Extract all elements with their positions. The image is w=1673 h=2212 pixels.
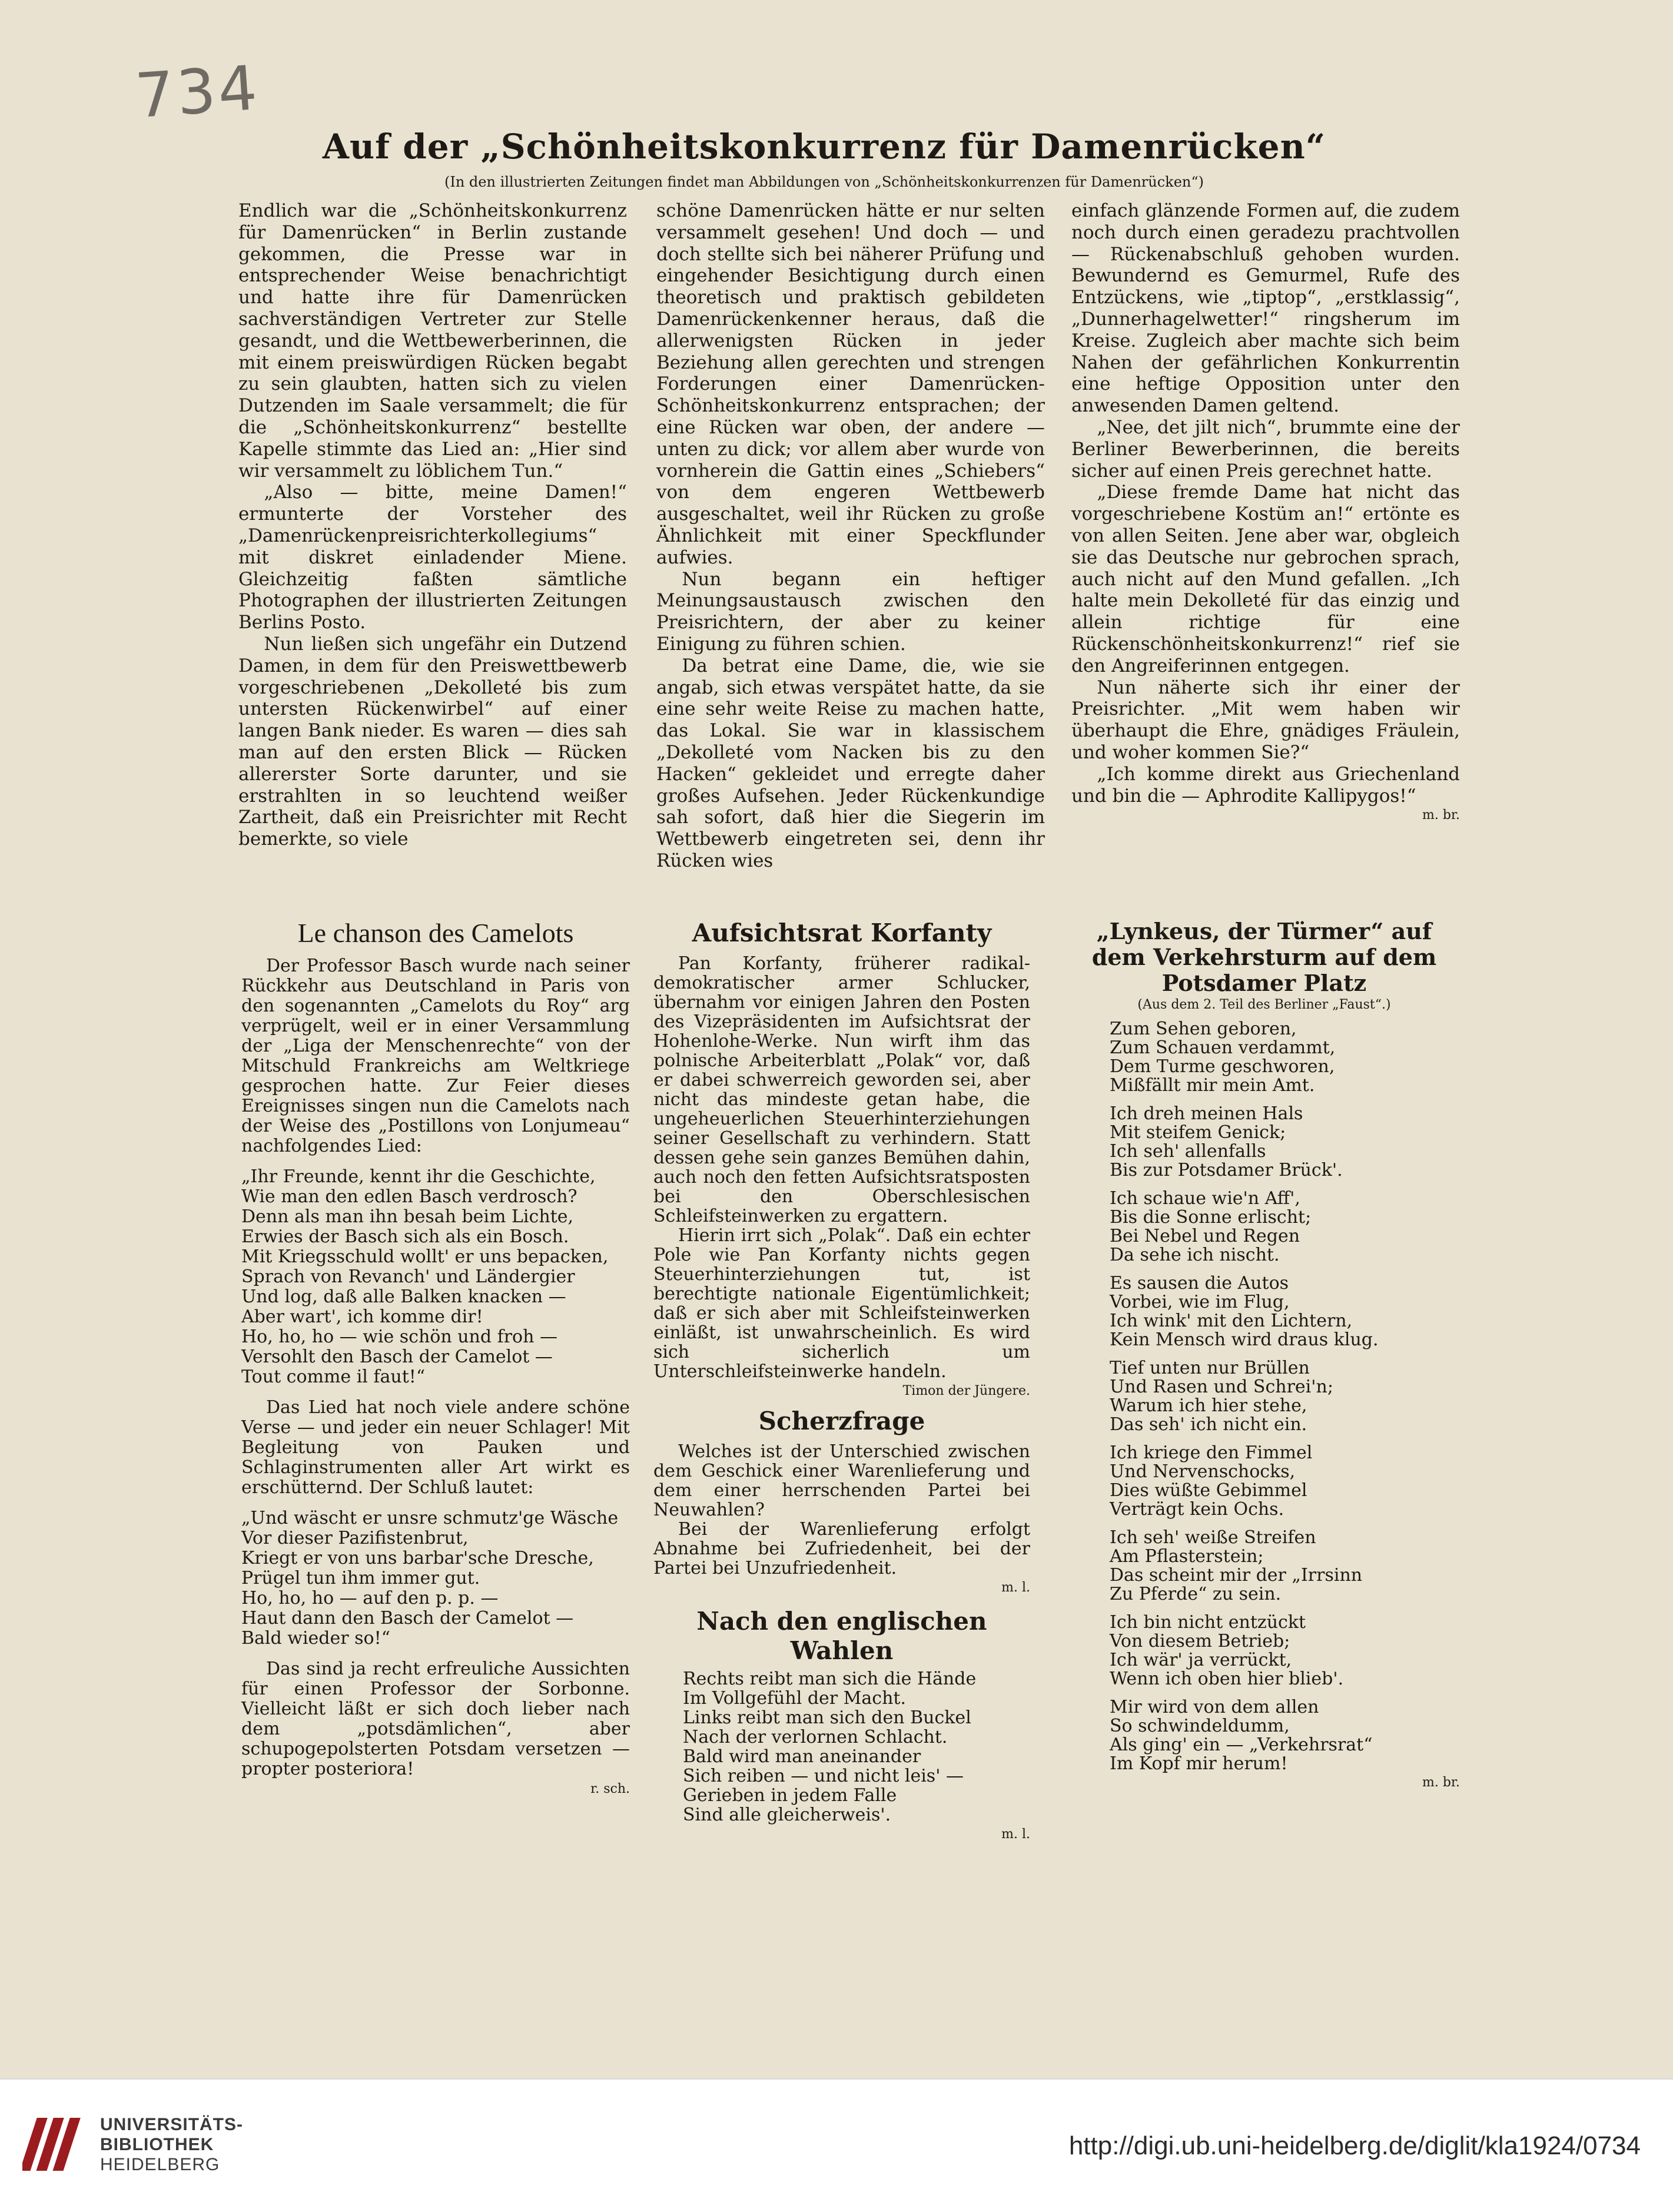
verse-line: Versohlt den Basch der Camelot — [241,1347,553,1367]
verse-line: Im Vollgefühl der Macht. [683,1688,906,1709]
verse-line: Verträgt kein Ochs. [1110,1499,1284,1520]
chanson-title: Le chanson des Camelots [297,918,574,948]
middle-lower-column [653,918,1030,1844]
verse-line: Tout comme il faut!“ [241,1367,426,1387]
verse-line: Mißfällt mir mein Amt. [1110,1075,1315,1096]
verse-line: Kriegt er von uns barbar'sche Dresche, [241,1548,594,1568]
paragraph: „Diese fremde Dame hat nicht das vorgeschriebene Kostüm an!“ ertönte es von allen Seiten. Jene aber war, obgleich sie das Deutsche nur gebrochen sprach, auch nicht auf den Mund gefallen. „Ich halte mein Dekolleté für das einzig und allein richtige für eine Rückenschönheitskonkurrenz!“ rief sie den Angreiferinnen entgegen. [1071,482,1460,676]
paragraph: Bei der Warenlieferung erfolgt Abnahme bei Zufriedenheit, bei der Partei bei Unzufriedenheit. [653,1519,1030,1578]
paragraph: Welches ist der Unterschied zwischen dem Geschick einer Warenlieferung und dem einer herrschenden Partei bei Neuwahlen? [653,1441,1030,1520]
lynkeus-stanza [1110,1359,1460,1434]
paragraph: Pan Korfanty, früherer radikal-demokratischer armer Schlucker, übernahm vor einigen Jahren den Posten des Vizepräsidenten im Aufsichtsrat der Hohenlohe-Werke. Nun wirft ihm das polnische Arbeiterblatt „Polak“ vor, daß er dabei schwerreich geworden sei, aber nicht das mindeste getan habe, die ungeheuerlichen Steuerhinterziehungen seiner Gesellschaft zu verhindern. Statt dessen gehe sein ganzes Bemühen dahin, auch noch den fetten Aufsichtsratsposten bei den Oberschlesischen Schleifsteinwerken zu ergattern. [653,953,1030,1226]
paragraph: schöne Damenrücken hätte er nur selten versammelt gesehen! Und doch — und doch stellte sich bei näherer Prüfung und eingehender Besichtigung durch einen theoretisch und praktisch gebildeten Damenrückenkenner heraus, daß die allerwenigsten Rücken in jeder Beziehung allen gerechten und strengen Forderungen einer Damenrücken-Schönheitskonkurrenz entsprachen; der eine Rücken war oben, der andere — unten zu dick; vor allem aber wurde von vornherein die Gattin eines „Schiebers“ von dem engeren Wettbewerb ausgeschaltet, weil ihr Rücken zu große Ähnlichkeit mit einer Speckflunder aufwies. [656,200,1045,568]
paragraph: einfach glänzende Formen auf, die zudem noch durch einen geradezu prachtvollen — Rückenabschluß gehoben wurden. Bewundernd es Gemurmel, Rufe des Entzückens, wie „tiptop“, „erstklassig“, „Dunnerhagelwetter!“ ringsherum im Kreise. Zugleich aber machte sich beim Nahen der gefährlichen Konkurrentin eine heftige Opposition unter den anwesenden Damen geltend. [1071,200,1460,417]
paragraph: „Ich komme direkt aus Griechenland und bin die — Aphrodite Kallipygos!“ [1071,763,1460,807]
author-signature: m. l. [1001,1827,1030,1842]
verse-line: Und Nervenschocks, [1110,1461,1296,1482]
verse-line: „Und wäscht er unsre schmutz'ge Wäsche [241,1508,619,1528]
verse-line: Gerieben in jedem Falle [683,1785,897,1806]
scherzfrage-title: Scherzfrage [758,1407,925,1435]
verse-line: Ich kriege den Fimmel [1110,1442,1313,1463]
verse-line: Ich seh' weiße Streifen [1110,1527,1316,1548]
library-name-line: HEIDELBERG [100,2155,220,2174]
lynkeus-stanza [1110,1105,1460,1180]
library-name-line: UNIVERSITÄTS- [100,2115,244,2134]
verse-line: Zum Schauen verdammt, [1110,1037,1336,1058]
verse-line: Bald wieder so!“ [241,1628,390,1649]
verse-line: Nach der verlornen Schlacht. [683,1727,948,1747]
paragraph: „Also — bitte, meine Damen!“ ermunterte der Vorsteher des „Damenrückenpreisrichterkollegiums“ mit diskret einladender Miene. Gleichzeitig faßten sämtliche Photographen der illustrierten Zeitungen Berlins Posto. [238,482,627,634]
author-signature: m. br. [1422,808,1460,823]
chanson-verse-2 [241,1508,630,1649]
article-column-2 [656,200,1045,872]
wahlen-title: Nach den englischen Wahlen [696,1607,987,1665]
lynkeus-stanza [1110,1698,1460,1773]
verse-line: Als ging' ein — „Verkehrsrat“ [1110,1735,1373,1755]
verse-line: Ho, ho, ho — wie schön und froh — [241,1326,557,1347]
verse-line: Es sausen die Autos [1110,1273,1289,1294]
article-column-3 [1071,200,1460,824]
verse-line: Sind alle gleicherweis'. [683,1805,891,1825]
verse-line: Ich seh' allenfalls [1110,1141,1266,1162]
verse-line: Sprach von Revanch' und Ländergier [241,1266,575,1287]
chanson-column [241,918,630,1799]
verse-line: Dem Turme geschworen, [1110,1056,1335,1077]
verse-line: Mit steifem Genick; [1110,1122,1286,1143]
verse-line: Da sehe ich nischt. [1110,1245,1280,1265]
article-subtitle: (In den illustrierten Zeitungen findet man Abbildungen von „Schönheitskonkurrenzen für Damenrücken“) [444,174,1204,190]
verse-line: Ich wink' mit den Lichtern, [1110,1311,1353,1331]
verse-line: Mit Kriegsschuld wollt' er uns bepacken, [241,1246,609,1267]
verse-line: Im Kopf mir herum! [1110,1753,1288,1774]
paragraph: Das Lied hat noch viele andere schöne Verse — und jeder ein neuer Schlager! Mit Begleitung von Pauken und Schlaginstrumenten aller Art wirkt es erschütternd. Der Schluß lautet: [241,1397,630,1498]
author-signature: Timon der Jüngere. [902,1384,1030,1398]
lynkeus-stanza [1110,1189,1460,1265]
lynkeus-subtitle: (Aus dem 2. Teil des Berliner „Faust“.) [1137,997,1391,1012]
verse-line: Am Pflasterstein; [1110,1546,1264,1567]
paragraph: Endlich war die „Schönheitskonkurrenz für Damenrücken“ in Berlin zustande gekommen, die Presse war in entsprechender Weise benachrichtigt und hatte ihre für Damenrücken sachverständigen Vertreter zur Stelle gesandt, und die Wettbewerberinnen, die mit einem preiswürdigen Rücken begabt zu sein glaubten, hatten sich zu vielen Dutzenden im Saale versammelt; die für die „Schönheitskonkurrenz“ bestellte Kapelle stimmte das Lied an: „Hier sind wir versammelt zu löblichem Tun.“ [238,200,627,482]
paragraph: Das sind ja recht erfreuliche Aussichten für einen Professor der Sorbonne. Vielleicht läßt er sich doch lieber nach dem „potsdämlichen“, aber schupogepolsterten Potsdam versetzen — propter posteriora! [241,1659,630,1779]
verse-line: Das scheint mir der „Irrsinn [1110,1565,1363,1586]
paragraph: Hierin irrt sich „Polak“. Daß ein echter Pole wie Pan Korfanty nichts gegen Steuerhinterziehungen tut, ist berechtigte nationale Eigentümlichkeit; daß er sich aber mit Schleifsteinwerken einläßt, ist unwahrscheinlich. Es wird sich sicherlich um Unterschleifsteinwerke handeln. [653,1225,1030,1382]
library-name-line: BIBLIOTHEK [100,2135,214,2154]
verse-line: Aber wart', ich komme dir! [241,1306,483,1327]
library-footer [0,2078,1673,2212]
paragraph: Da betrat eine Dame, die, wie sie angab, sich etwas verspätet hatte, da sie eine sehr weite Reise zu machen hatte, das Lokal. Sie war in klassischem „Dekolleté vom Nacken bis zu den Hacken“ gekleidet und erregte daher großes Aufsehen. Jeder Rückenkundige sah sofort, daß hier die Siegerin im Wettbewerb eingetreten sei, denn ihr Rücken wies [656,655,1045,871]
verse-line: Wie man den edlen Basch verdrosch? [241,1186,577,1207]
verse-line: Ich wär' ja verrückt, [1110,1650,1292,1670]
paragraph: „Nee, det jilt nich“, brummte eine der Berliner Bewerberinnen, die bereits sicher auf einen Preis gerechnet hatte. [1071,416,1460,482]
verse-line: Wenn ich oben hier blieb'. [1110,1669,1344,1689]
verse-line: Tief unten nur Brüllen [1110,1358,1310,1378]
wahlen-poem [683,1669,1030,1825]
author-signature: m. br. [1422,1775,1460,1790]
verse-line: Zu Pferde“ zu sein. [1110,1584,1282,1604]
verse-line: Und log, daß alle Balken knacken — [241,1286,566,1307]
paragraph: Nun ließen sich ungefähr ein Dutzend Damen, in dem für den Preiswettbewerb vorgeschriebenen „Dekolleté bis zum untersten Rückenwirbel“ auf einer langen Bank nieder. Es waren — dies sah man auf den ersten Blick — Rücken allererster Sorte darunter, und sie erstrahlten in so leuchtend weißer Zartheit, daß ein Preisrichter mit Recht bemerkte, so viele [238,633,627,850]
verse-line: Vorbei, wie im Flug, [1110,1292,1290,1312]
verse-line: Bis zur Potsdamer Brück'. [1110,1160,1343,1180]
verse-line: Dies wüßte Gebimmel [1110,1480,1307,1501]
verse-line: Bei Nebel und Regen [1110,1226,1300,1246]
verse-line: Vor dieser Pazifistenbrut, [241,1528,469,1548]
verse-line: Bis die Sonne erlischt; [1110,1207,1312,1228]
verse-line: Links reibt man sich den Buckel [683,1707,971,1728]
verse-line: „Ihr Freunde, kennt ihr die Geschichte, [241,1166,596,1187]
lynkeus-stanza [1110,1274,1460,1349]
author-signature: r. sch. [590,1782,630,1796]
lynkeus-stanza [1110,1020,1460,1095]
verse-line: Erwies der Basch sich als ein Bosch. [241,1226,569,1247]
permalink-url[interactable]: http://digi.ub.uni-heidelberg.de/diglit/kla1924/0734 [1068,2131,1641,2160]
verse-line: Ich dreh meinen Hals [1110,1103,1303,1124]
verse-line: Das seh' ich nicht ein. [1110,1414,1307,1435]
paragraph: Nun begann ein heftiger Meinungsaustausch zwischen den Preisrichtern, der aber zu keiner Einigung zu führen schien. [656,568,1045,655]
lynkeus-poem [1110,1020,1460,1773]
verse-line: Mir wird von dem allen [1110,1697,1319,1717]
verse-line: Denn als man ihn besah beim Lichte, [241,1206,573,1227]
verse-line: Bald wird man aneinander [683,1746,921,1767]
author-signature: m. l. [1001,1580,1030,1595]
verse-line: Prügel tun ihm immer gut. [241,1568,480,1588]
verse-line: Und Rasen und Schrei'n; [1110,1377,1333,1397]
verse-line: Zum Sehen geboren, [1110,1019,1297,1039]
lynkeus-column [1068,918,1460,1792]
lynkeus-stanza [1110,1613,1460,1689]
verse-line: Ho, ho, ho — auf den p. p. — [241,1588,499,1609]
verse-line: Rechts reibt man sich die Hände [683,1669,977,1689]
verse-line: Von diesem Betrieb; [1110,1631,1290,1651]
paragraph: Der Professor Basch wurde nach seiner Rückkehr aus Deutschland in Paris von den sogenannten „Camelots du Roy“ arg verprügelt, weil er in einer Versammlung der „Liga der Menschenrechte“ von der Mitschuld Frankreichs am Weltkriege gesprochen hatte. Zur Feier dieses Ereignisses singen nun die Camelots nach der Weise des „Postillons von Lonjumeau“ nachfolgendes Lied: [241,956,630,1156]
paragraph: Nun näherte sich ihr einer der Preisrichter. „Mit wem haben wir überhaupt die Ehre, gnädiges Fräulein, und woher kommen Sie?“ [1071,676,1460,763]
lynkeus-stanza [1110,1528,1460,1604]
library-name [100,2115,243,2175]
handwritten-page-number: 734 [133,51,262,132]
article-title: Auf der „Schönheitskonkurrenz für Damenrücken“ [322,127,1326,167]
verse-line: Sich reiben — und nicht leis' — [683,1766,964,1786]
chanson-verse-1 [241,1167,630,1387]
article-column-1 [238,200,627,850]
library-logo-icon [22,2112,87,2177]
verse-line: Ich schaue wie'n Aff', [1110,1188,1300,1209]
verse-line: Kein Mensch wird draus klug. [1110,1329,1379,1350]
verse-line: Haut dann den Basch der Camelot — [241,1608,574,1629]
verse-line: Warum ich hier stehe, [1110,1395,1307,1416]
verse-line: So schwindeldumm, [1110,1716,1290,1736]
lynkeus-stanza [1110,1444,1460,1519]
korfanty-title: Aufsichtsrat Korfanty [692,918,992,947]
verse-line: Ich bin nicht entzückt [1110,1612,1306,1633]
lynkeus-title: „Lynkeus, der Türmer“ auf dem Verkehrsturm auf dem Potsdamer Platz [1091,918,1437,996]
